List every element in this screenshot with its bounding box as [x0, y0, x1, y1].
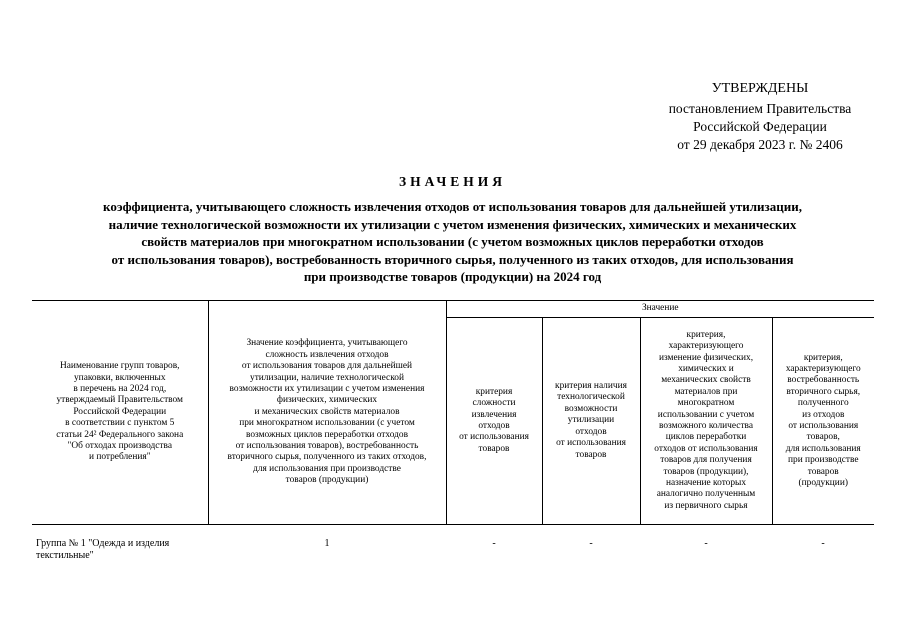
header-group-name: Наименование групп товаров, упаковки, включенных в перечень на 2024 год, утверждаемый Правительством Российской Федерации в соответствии с пунктом 5 статьи 24² Федерального закона "Об отходах производства и потребления" [32, 301, 208, 525]
subtitle-line: при производстве товаров (продукции) на 2024 год [303, 269, 602, 284]
approval-block [640, 80, 880, 154]
header-coefficient: Значение коэффициента, учитывающего сложность извлечения отходов от использования товаров для дальнейшей утилизации, наличие технологической возможности их утилизации с учетом изменения физических, химических и механических свойств материалов при многократном использовании (с учетом возможных циклов переработки отходов от использования товаров), востребованность вторичного сырья, полученного из таких отходов, для использования при производстве товаров (продукции) [208, 301, 446, 525]
approval-line: постановлением Правительства [668, 101, 852, 116]
approval-title: УТВЕРЖДЕНЫ [711, 81, 809, 96]
document-subtitle [30, 198, 875, 286]
row-criterion-complexity: - [492, 538, 496, 549]
row-criterion-properties: - [704, 538, 708, 549]
row-group-name: Группа № 1 "Одежда и изделия текстильные" [36, 538, 170, 561]
values-table [32, 300, 874, 563]
header-criterion-technology: критерия наличия технологической возможности утилизации отходов от использования товаров [542, 318, 640, 525]
header-criterion-complexity: критерия сложности извлечения отходов от использования товаров [446, 318, 542, 525]
row-criterion-technology: - [589, 538, 593, 549]
header-criterion-demand: критерия, характеризующего востребованность вторичного сырья, полученного из отходов от использования товаров, для использования при производстве товаров (продукции) [772, 318, 874, 525]
subtitle-line: коэффициента, учитывающего сложность извлечения отходов от использования товаров для дальнейшей утилизации, [103, 199, 802, 214]
table-row [32, 525, 874, 564]
header-value: Значение [446, 301, 874, 318]
approval-line: Российской Федерации [693, 119, 827, 134]
approval-line: от 29 декабря 2023 г. № 2406 [677, 137, 843, 152]
subtitle-line: наличие технологической возможности их утилизации с учетом изменения физических, химических и механических [108, 216, 797, 232]
row-coefficient: 1 [324, 538, 330, 549]
document-heading: ЗНАЧЕНИЯ [399, 174, 506, 189]
header-criterion-properties: критерия, характеризующего изменение физических, химических и механических свойств материалов при многократном использовании с учетом возможного количества циклов переработки отходов от использования товаров для получения товаров (продукции), назначение которых аналогично полученным из первичного сырья [640, 318, 772, 525]
row-criterion-demand: - [821, 538, 825, 549]
subtitle-line: от использования товаров), востребованность вторичного сырья, полученного из таких отходов, для использования [111, 251, 794, 267]
subtitle-line: свойств материалов при многократном использовании (с учетом возможных циклов переработки отходов [141, 234, 764, 249]
